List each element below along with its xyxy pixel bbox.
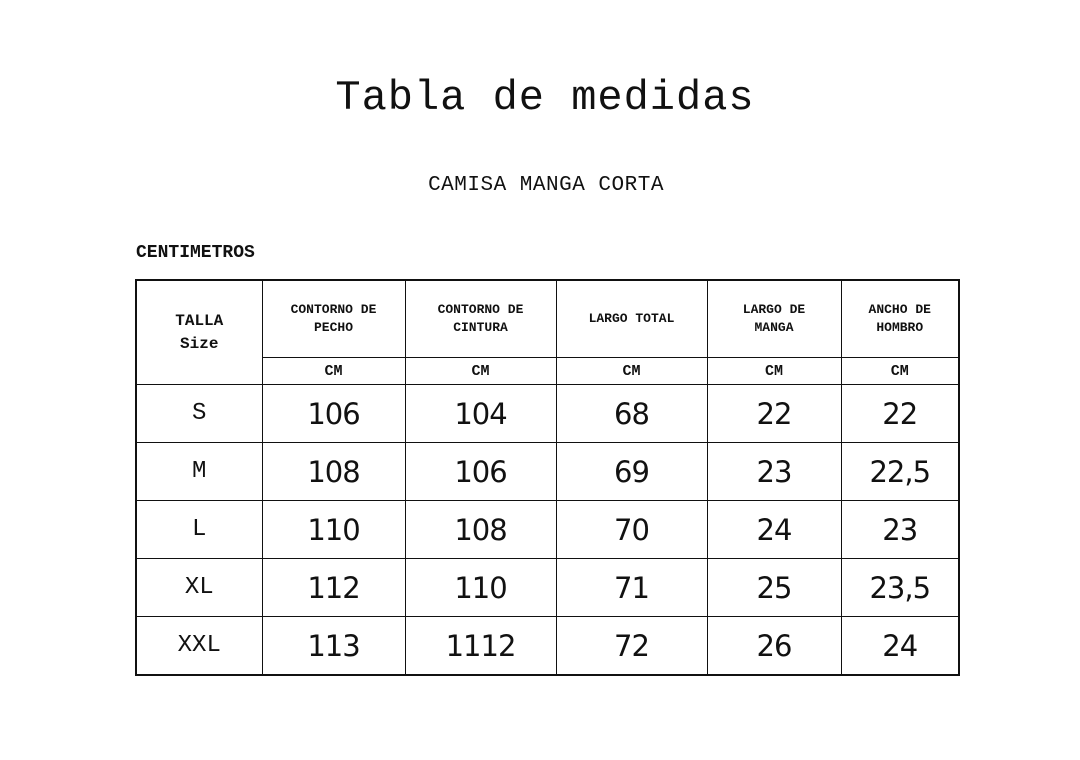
total-length-value: 71 bbox=[556, 559, 707, 617]
column-header-line: LARGO DE bbox=[742, 302, 806, 317]
unit-cell: CM bbox=[841, 358, 959, 385]
size-cell: L bbox=[136, 501, 262, 559]
shoulder-width-value: 23 bbox=[841, 501, 959, 559]
size-header-cell bbox=[136, 280, 262, 385]
column-header-line: CONTORNO DE bbox=[290, 302, 377, 317]
column-header-sleeve-length bbox=[707, 280, 841, 358]
column-header-line: MANGA bbox=[754, 320, 794, 335]
shoulder-width-value: 22,5 bbox=[841, 443, 959, 501]
waist-value: 106 bbox=[405, 443, 556, 501]
shoulder-width-value: 22 bbox=[841, 385, 959, 443]
table-row-xl bbox=[136, 559, 959, 617]
total-length-value: 72 bbox=[556, 617, 707, 676]
unit-cell: CM bbox=[405, 358, 556, 385]
column-header-line: LARGO TOTAL bbox=[588, 311, 675, 326]
sleeve-length-value: 23 bbox=[707, 443, 841, 501]
units-label: CENTIMETROS bbox=[136, 243, 255, 263]
unit-cell: CM bbox=[262, 358, 405, 385]
size-cell: M bbox=[136, 443, 262, 501]
page-title: Tabla de medidas bbox=[335, 74, 755, 122]
unit-cell: CM bbox=[556, 358, 707, 385]
waist-value: 108 bbox=[405, 501, 556, 559]
table-row-xxl bbox=[136, 617, 959, 676]
column-header-shoulder-width bbox=[841, 280, 959, 358]
sleeve-length-value: 24 bbox=[707, 501, 841, 559]
waist-value: 110 bbox=[405, 559, 556, 617]
sleeve-length-value: 25 bbox=[707, 559, 841, 617]
column-header-line: CONTORNO DE bbox=[437, 302, 524, 317]
unit-cell: CM bbox=[707, 358, 841, 385]
column-header-line: PECHO bbox=[313, 320, 353, 335]
chest-value: 112 bbox=[262, 559, 405, 617]
size-chart-table bbox=[135, 279, 960, 676]
column-header-line: CINTURA bbox=[453, 320, 508, 335]
size-cell: XXL bbox=[136, 617, 262, 676]
table-row-s bbox=[136, 385, 959, 443]
column-header-total-length bbox=[556, 280, 707, 358]
column-header-chest bbox=[262, 280, 405, 358]
header-row bbox=[136, 280, 959, 358]
column-header-line: HOMBRO bbox=[876, 320, 924, 335]
shoulder-width-value: 23,5 bbox=[841, 559, 959, 617]
chest-value: 110 bbox=[262, 501, 405, 559]
column-header-line: ANCHO DE bbox=[868, 302, 931, 317]
size-cell: XL bbox=[136, 559, 262, 617]
chest-value: 113 bbox=[262, 617, 405, 676]
size-header-sublabel: Size bbox=[180, 334, 219, 353]
shoulder-width-value: 24 bbox=[841, 617, 959, 676]
size-cell: S bbox=[136, 385, 262, 443]
waist-value: 104 bbox=[405, 385, 556, 443]
chest-value: 108 bbox=[262, 443, 405, 501]
total-length-value: 68 bbox=[556, 385, 707, 443]
column-header-waist bbox=[405, 280, 556, 358]
table-row-l bbox=[136, 501, 959, 559]
total-length-value: 69 bbox=[556, 443, 707, 501]
table-row-m bbox=[136, 443, 959, 501]
total-length-value: 70 bbox=[556, 501, 707, 559]
chest-value: 106 bbox=[262, 385, 405, 443]
product-subtitle: CAMISA MANGA CORTA bbox=[428, 174, 664, 197]
sleeve-length-value: 26 bbox=[707, 617, 841, 676]
waist-value: 1112 bbox=[405, 617, 556, 676]
size-header-label: TALLA bbox=[175, 311, 224, 330]
sleeve-length-value: 22 bbox=[707, 385, 841, 443]
